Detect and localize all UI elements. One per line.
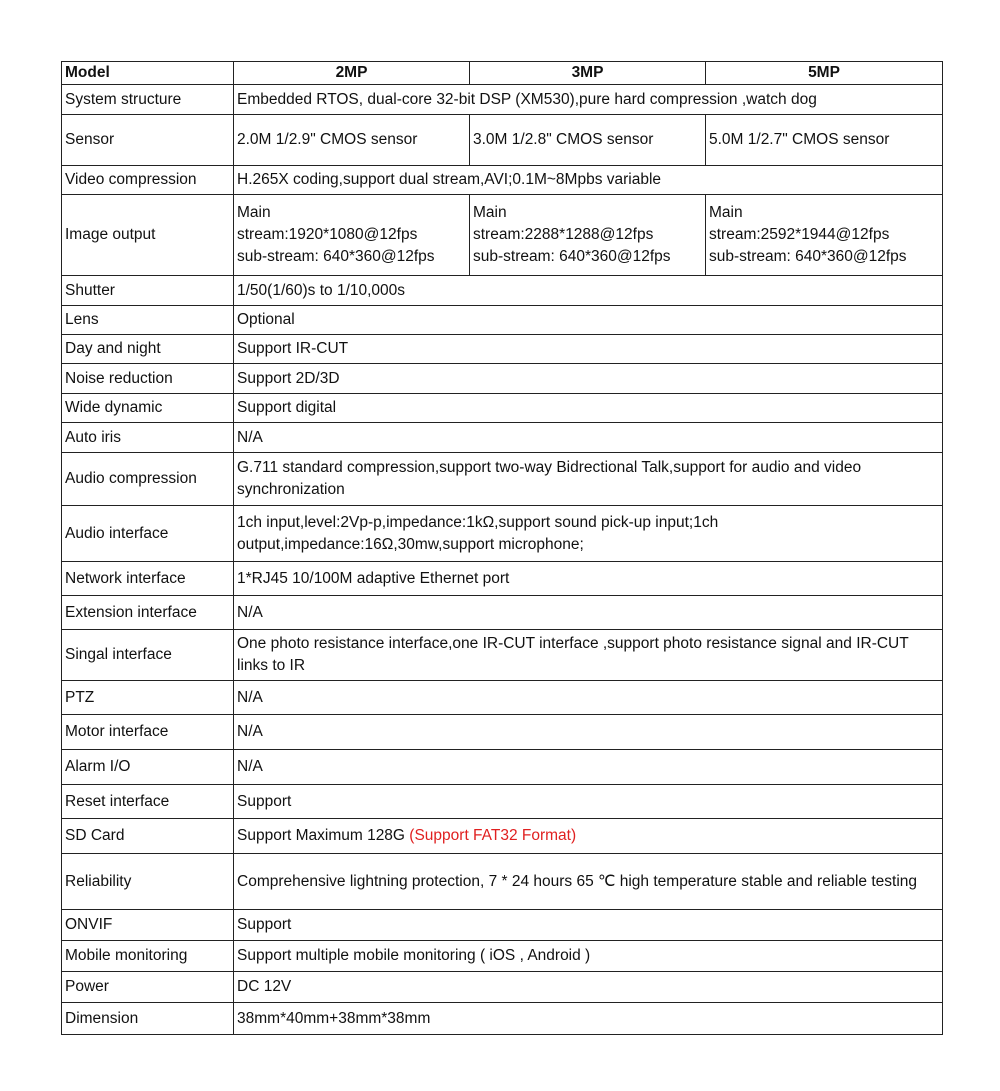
row-label: Alarm I/O — [62, 750, 234, 785]
table-row — [62, 854, 943, 910]
row-value — [234, 453, 943, 506]
header-model: Model — [62, 62, 234, 85]
table-row — [62, 630, 943, 681]
header-3mp: 3MP — [470, 62, 706, 85]
row-value-text: 1/50(1/60)s to 1/10,000s — [237, 281, 406, 299]
row-value-text: 1*RJ45 10/100M adaptive Ethernet port — [237, 569, 510, 587]
header-2mp: 2MP — [234, 62, 470, 85]
header-5mp: 5MP — [706, 62, 943, 85]
row-value-text: One photo resistance interface,one IR-CUT interface ,support photo resistance signal and IR-CUT links to IR — [237, 635, 909, 674]
table-row — [62, 335, 943, 364]
row-label: Auto iris — [62, 423, 234, 453]
row-label: Reliability — [62, 854, 234, 910]
table-row — [62, 750, 943, 785]
table-row — [62, 1003, 943, 1035]
row-value-text: Support digital — [237, 399, 337, 416]
row-label: Lens — [62, 306, 234, 335]
row-value — [234, 941, 943, 972]
header-row — [62, 62, 943, 85]
table-row — [62, 910, 943, 941]
table-row — [62, 596, 943, 630]
row-label: Video compression — [62, 166, 234, 195]
table-row — [62, 941, 943, 972]
row-value-text: N/A — [237, 603, 263, 621]
row-value-text: DC 12V — [237, 978, 292, 995]
table-row — [62, 85, 943, 115]
row-value-2mp: Main stream:1920*1080@12fps sub-stream: 640*360@12fps — [234, 195, 470, 276]
row-value — [234, 910, 943, 941]
row-label: SD Card — [62, 819, 234, 854]
row-label: Dimension — [62, 1003, 234, 1035]
row-value — [234, 750, 943, 785]
row-value-3mp: Main stream:2288*1288@12fps sub-stream: 640*360@12fps — [470, 195, 706, 276]
row-value-text: N/A — [237, 723, 263, 740]
row-value — [234, 85, 943, 115]
row-value-3mp: 3.0M 1/2.8" CMOS sensor — [470, 115, 706, 166]
row-value — [234, 364, 943, 394]
row-label: Wide dynamic — [62, 394, 234, 423]
row-value-5mp: 5.0M 1/2.7" CMOS sensor — [706, 115, 943, 166]
row-label: Noise reduction — [62, 364, 234, 394]
row-value — [234, 423, 943, 453]
table-row — [62, 423, 943, 453]
row-value-text: Support — [237, 916, 292, 933]
row-value-text: Support 2D/3D — [237, 369, 340, 387]
row-value — [234, 596, 943, 630]
table-row — [62, 715, 943, 750]
row-label: Reset interface — [62, 785, 234, 819]
table-row — [62, 681, 943, 715]
row-value-text: Support Maximum 128G — [237, 827, 410, 844]
row-value — [234, 394, 943, 423]
table-row — [62, 394, 943, 423]
row-label: Sensor — [62, 115, 234, 166]
row-value — [234, 681, 943, 715]
spec-table — [61, 61, 943, 1035]
row-label: System structure — [62, 85, 234, 115]
row-label: Power — [62, 972, 234, 1003]
row-label: PTZ — [62, 681, 234, 715]
row-label: Singal interface — [62, 630, 234, 681]
row-value-text: H.265X coding,support dual stream,AVI;0.1M~8Mpbs variable — [237, 171, 662, 188]
row-label: Extension interface — [62, 596, 234, 630]
row-value — [234, 562, 943, 596]
row-value-text: Support IR-CUT — [237, 340, 349, 357]
row-value-text: Support multiple mobile monitoring ( iOS , Android ) — [237, 947, 591, 964]
row-value-2mp: 2.0M 1/2.9" CMOS sensor — [234, 115, 470, 166]
table-row — [62, 364, 943, 394]
row-label: Network interface — [62, 562, 234, 596]
row-value — [234, 276, 943, 306]
row-label: Shutter — [62, 276, 234, 306]
table-row — [62, 453, 943, 506]
row-value — [234, 715, 943, 750]
row-value — [234, 854, 943, 910]
row-value-text: Support — [237, 792, 292, 810]
row-label: Mobile monitoring — [62, 941, 234, 972]
spec-body — [62, 85, 943, 1035]
table-row — [62, 562, 943, 596]
row-value-text: N/A — [237, 428, 263, 446]
row-value-text: Comprehensive lightning protection, 7 * 24 hours 65 ℃ high temperature stable and reliable testing — [237, 872, 918, 890]
row-value — [234, 1003, 943, 1035]
row-value — [234, 506, 943, 562]
row-label: ONVIF — [62, 910, 234, 941]
row-value-text: 38mm*40mm+38mm*38mm — [237, 1009, 431, 1027]
table-row — [62, 819, 943, 854]
row-value — [234, 335, 943, 364]
table-row — [62, 306, 943, 335]
row-value-text: Embedded RTOS, dual-core 32-bit DSP (XM530),pure hard compression ,watch dog — [237, 90, 817, 108]
row-label: Audio interface — [62, 506, 234, 562]
table-row — [62, 785, 943, 819]
row-value-text: G.711 standard compression,support two-way Bidrectional Talk,support for audio and video synchronization — [237, 459, 862, 498]
row-value — [234, 306, 943, 335]
row-label: Audio compression — [62, 453, 234, 506]
table-row — [62, 972, 943, 1003]
table-row — [62, 506, 943, 562]
row-label: Motor interface — [62, 715, 234, 750]
row-value-text: 1ch input,level:2Vp-p,impedance:1kΩ,support sound pick-up input;1ch output,impedance:16Ω,30mw,support microphone; — [237, 513, 719, 553]
table-row — [62, 115, 943, 166]
row-value-text: N/A — [237, 688, 263, 706]
row-value — [234, 630, 943, 681]
row-note: (Support FAT32 Format) — [409, 827, 577, 844]
row-value-text: N/A — [237, 758, 263, 775]
row-label: Image output — [62, 195, 234, 276]
row-value — [234, 819, 943, 854]
row-value — [234, 972, 943, 1003]
table-row — [62, 166, 943, 195]
table-row — [62, 195, 943, 276]
row-value-text: Optional — [237, 311, 295, 328]
row-value-5mp: Main stream:2592*1944@12fps sub-stream: 640*360@12fps — [706, 195, 943, 276]
row-value — [234, 785, 943, 819]
row-value — [234, 166, 943, 195]
row-label: Day and night — [62, 335, 234, 364]
table-row — [62, 276, 943, 306]
